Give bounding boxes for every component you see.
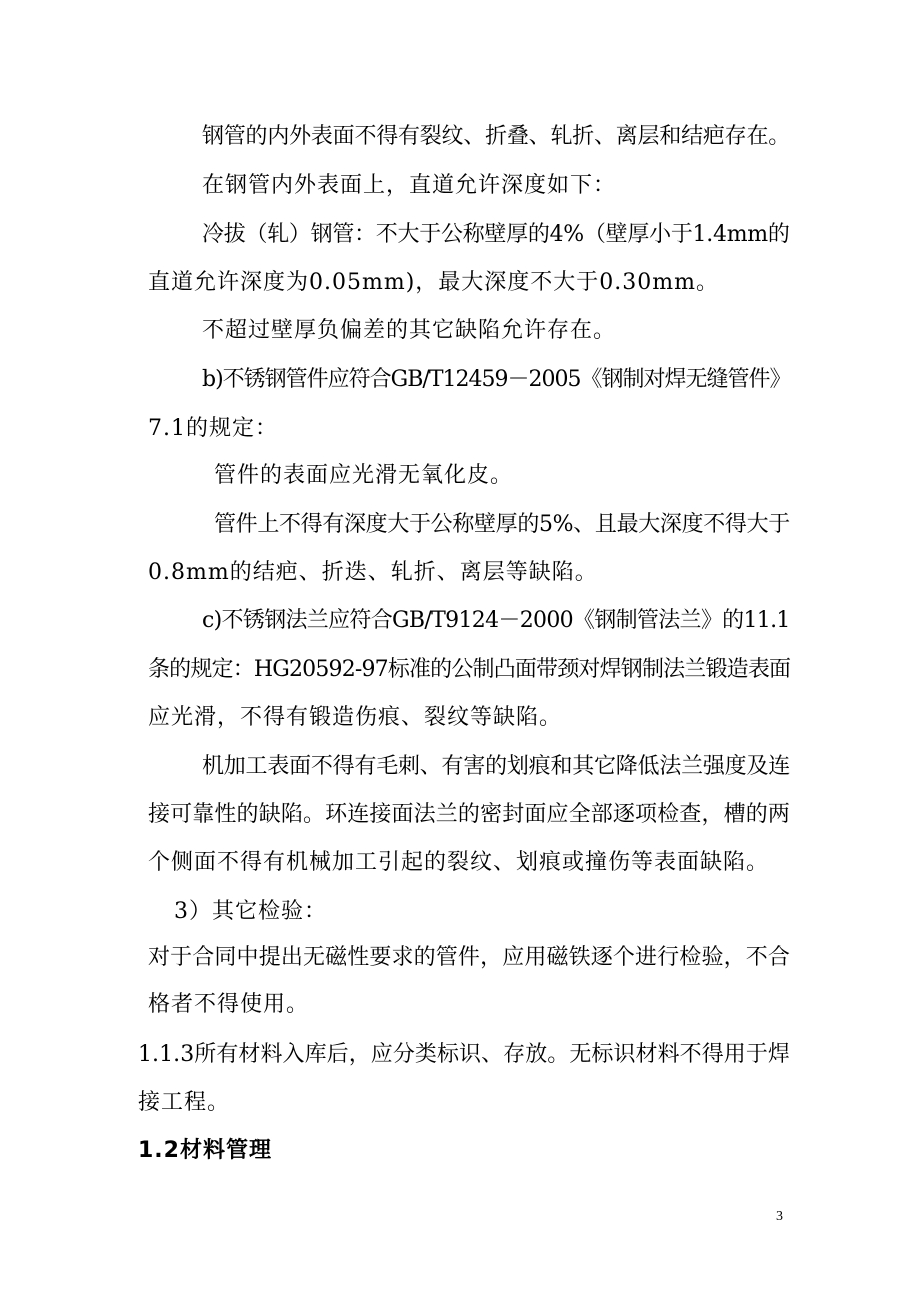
paragraph-line: 对于合同中提出无磁性要求的管件，应用磁铁逐个进行检验，不合 [148,945,791,970]
paragraph-line: 管件上不得有深度大于公称壁厚的5%、且最大深度不得大于 [214,512,790,537]
paragraph-line: c)不锈钢法兰应符合GB/T9124－2000《钢制管法兰》的11.1 [202,608,790,633]
paragraph-line: 个侧面不得有机械加工引起的裂纹、划痕或撞伤等表面缺陷。 [148,850,770,875]
paragraph-line: 管件的表面应光滑无氧化皮。 [214,463,514,488]
section-heading: 1.2材料管理 [138,1138,272,1163]
paragraph-line: 1.1.3所有材料入库后，应分类标识、存放。无标识材料不得用于焊 [138,1042,790,1067]
paragraph-line: 3）其它检验： [174,899,327,924]
paragraph-line: 机加工表面不得有毛刺、有害的划痕和其它降低法兰强度及连 [202,754,791,779]
paragraph-line: 条的规定：HG20592-97标准的公制凸面带颈对焊钢制法兰锻造表面 [148,657,791,682]
paragraph-line: b)不锈钢管件应符合GB/T12459－2005《钢制对焊无缝管件》 [202,367,791,392]
paragraph-line: 7.1的规定： [148,416,278,441]
paragraph-line: 0.8mm的结疤、折迭、轧折、离层等缺陷。 [148,560,598,585]
paragraph-line: 格者不得使用。 [148,992,310,1017]
paragraph-line: 直道允许深度为0.05mm)，最大深度不大于0.30mm。 [148,270,719,295]
paragraph-line: 不超过壁厚负偏差的其它缺陷允许存在。 [202,318,617,343]
paragraph-line: 应光滑，不得有锻造伤痕、裂纹等缺陷。 [148,705,563,730]
page-number: 3 [776,1209,783,1224]
paragraph-line: 接可靠性的缺陷。环连接面法兰的密封面应全部逐项检查，槽的两 [148,802,791,827]
paragraph-line: 冷拔（轧）钢管：不大于公称壁厚的4%（壁厚小于1.4mm的 [202,222,790,247]
paragraph-line: 接工程。 [138,1090,231,1115]
paragraph-line: 钢管的内外表面不得有裂纹、折叠、轧折、离层和结疤存在。 [202,124,791,149]
paragraph-line: 在钢管内外表面上，直道允许深度如下： [202,173,617,198]
